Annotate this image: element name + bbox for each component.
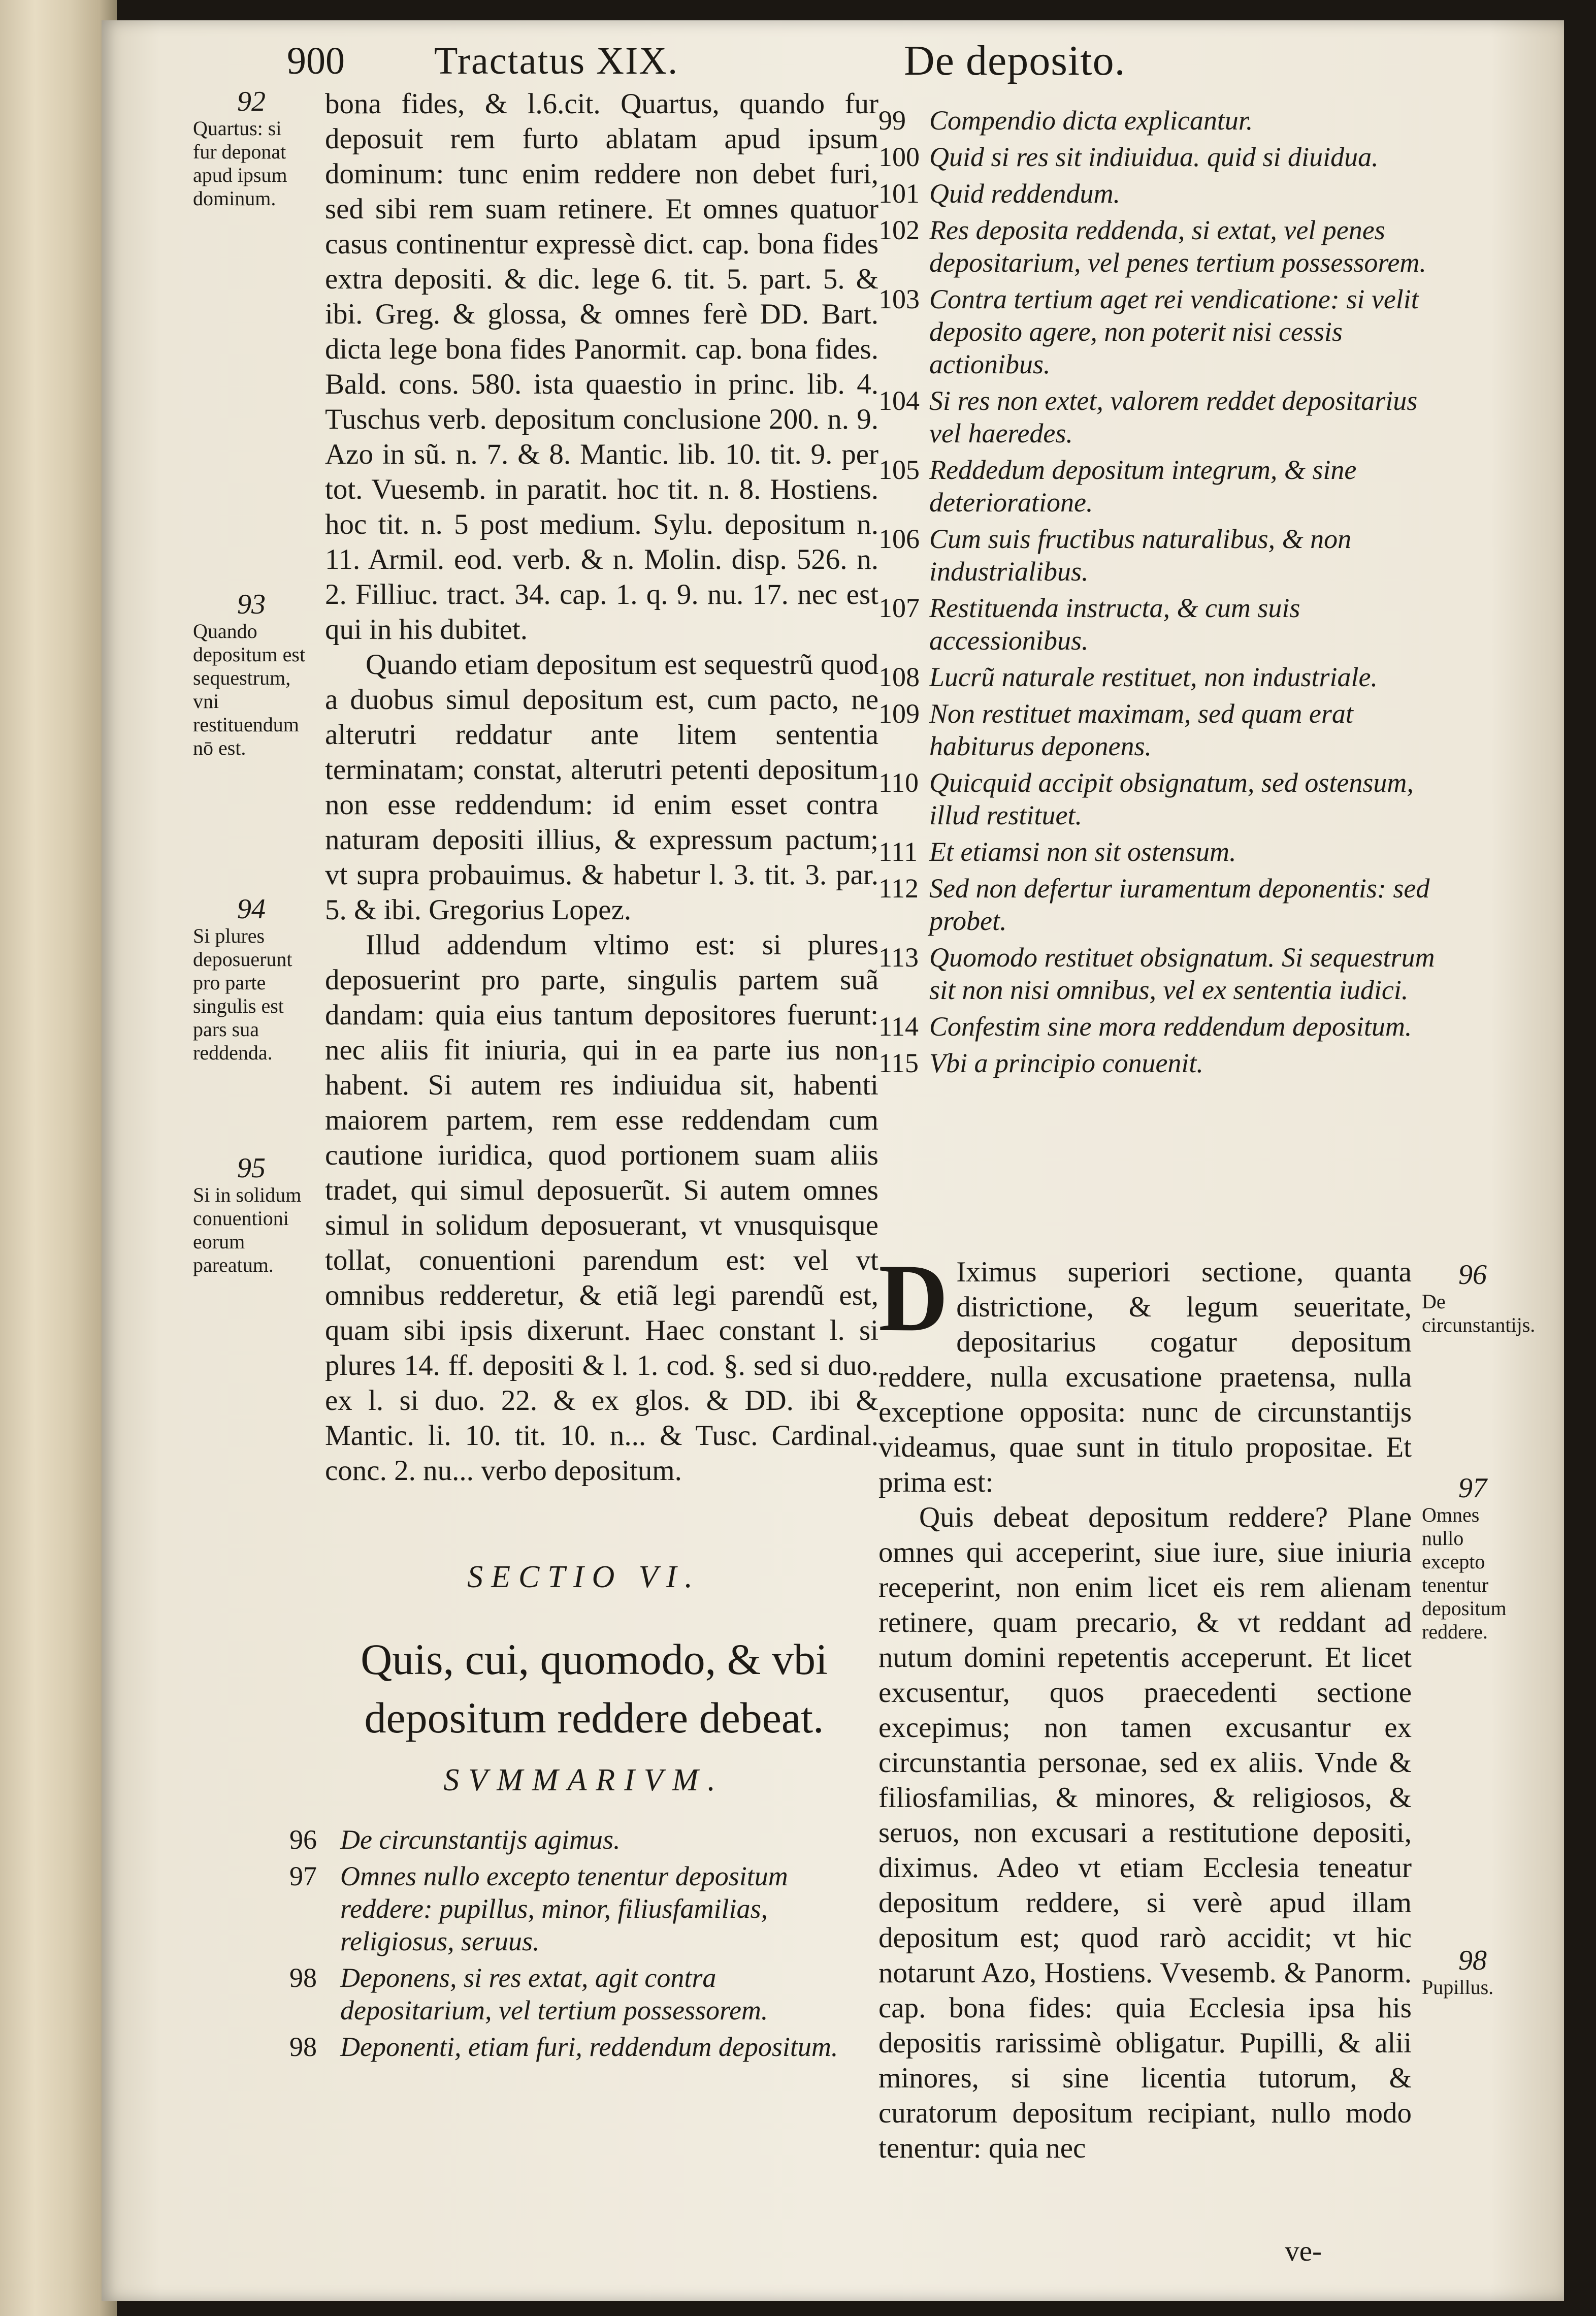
list-item: 109 Non restituet maximam, sed quam erat habiturus deponens. xyxy=(878,698,1353,761)
margin-note-95: 95 Si in solidum conuentioni eorum pareatum. xyxy=(193,1152,302,1276)
right-margin-note-97: 97 Omnes nullo excepto tenentur depositum reddere. xyxy=(1422,1472,1507,1643)
list-item: 97 Omnes nullo excepto tenentur depositum reddere: pupillus, minor, filiusfamilias, religiosus, seruus. xyxy=(289,1861,788,1956)
right-margin-note-98: 98 Pupillus. xyxy=(1422,1945,1494,1999)
summarium-list xyxy=(289,1823,863,2067)
running-title: De deposito. xyxy=(904,37,1126,84)
list-item: 106 Cum suis fructibus naturalibus, & non industrialibus. xyxy=(878,524,1352,587)
section-heading: Quis, cui, quomodo, & vbi depositum reddere debeat. xyxy=(361,1635,828,1742)
list-item: 100 Quid si res sit indiuidua. quid si diuidua. xyxy=(878,142,1379,172)
margin-note-92: 92 Quartus: si fur deponat apud ipsum dominum. xyxy=(193,86,287,210)
list-item: 111 Et etiamsi non sit ostensum. xyxy=(878,837,1236,867)
right-margin-note-96: 96 De circunstantijs. xyxy=(1422,1259,1536,1336)
margin-note-93: 93 Quando depositum est sequestrum, vni restituendum nō est. xyxy=(193,589,306,759)
right-column-text xyxy=(878,1245,1412,2166)
list-item: 105 Reddedum depositum integrum, & sine deterioratione. xyxy=(878,455,1357,518)
drop-cap: D xyxy=(878,1245,949,1352)
right-summary-list xyxy=(878,104,1437,1083)
list-item: 103 Contra tertium aget rei vendicatione: si velit deposito agere, non poterit nisi cessis actionibus. xyxy=(878,284,1419,379)
right-paragraph-1: Iximus superiori sectione, quanta districtione, & legum seueritate, depositarius cogatur depositum reddere, nulla excusatione praetensa, nulla exceptione opposita: nunc de circunstantijs videamus, quae sunt in titulo propositae. Et prima est: xyxy=(878,1256,1412,1498)
list-item: 112 Sed non defertur iuramentum deponentis: sed probet. xyxy=(878,873,1430,936)
left-paragraph-1: bona fides, & l.6.cit. Quartus, quando fur deposuit rem furto ablatam apud ipsum dominum: tunc enim reddere non debet furi, sed sibi rem suam retinere. Et omnes quatuor casus continentur expressè dict. cap. bona fides extra depositi. & dic. lege 6. tit. 5. part. 5. & ibi. Greg. & glossa, & omnes ferè DD. Bart. dicta lege bona fides Panormit. cap. bona fides. Bald. cons. 580. ista quaestio in princ. lib. 4. Tuschus verb. depositum conclusione 200. n. 9. Azo in sũ. n. 7. & 8. Mantic. lib. 10. tit. 9. per tot. Vuesemb. in paratit. hoc tit. n. 8. Hostiens. hoc tit. n. 5 post medium. Sylu. depositum n. 11. Armil. eod. verb. & n. Molin. disp. 526. n. 2. Filliuc. tract. 34. cap. 1. q. 9. nu. 17. nec est qui in his dubitet. xyxy=(325,88,878,646)
list-item: 104 Si res non extet, valorem reddet depositarius vel haeredes. xyxy=(878,385,1418,448)
right-paragraph-2: Quis debeat depositum reddere? Plane omnes qui acceperint, siue iure, siue iniuria receperint, non enim licet eis rem alienam retinere, quam precario, & vt reddant ad nutum domini repetentis acceperunt. Et licet excusentur, quos praecedenti sectione excepimus; non tamen excusantur ex circunstantia personae, sed ex aliis. Vnde & filiosfamilias, & minores, & religiosos, & seruos, non excusari a restitutione depositi, diximus. Adeo vt etiam Ecclesia teneatur depositum reddere, si verè apud illam depositum est; quod rarò accidit; vt hic notarunt Azo, Hostiens. Vvesemb. & Panorm. cap. bona fides: quia Ecclesia ipsa his depositis rarissimè obligatur. Pupilli, & alii minores, si sine licentia tutorum, & curatorum depositum recipiant, nullo modo tenentur: quia nec xyxy=(878,1501,1412,2164)
list-item: 115 Vbi a principio conuenit. xyxy=(878,1048,1203,1078)
summarium-label: SVMMARIVM. xyxy=(443,1763,725,1797)
list-item: 110 Quicquid accipit obsignatum, sed ostensum, illud restituet. xyxy=(878,767,1414,830)
list-item: 113 Quomodo restituet obsignatum. Si sequestrum sit non nisi omnibus, vel ex sententia iudici. xyxy=(878,942,1435,1005)
list-item: 99 Compendio dicta explicantur. xyxy=(878,105,1253,136)
list-item: 98 Deponens, si res extat, agit contra depositarium, vel tertium possessorem. xyxy=(289,1963,768,2025)
margin-note-94: 94 Si plures deposuerunt pro parte singulis est pars sua reddenda. xyxy=(193,893,292,1064)
list-item: 102 Res deposita reddenda, si extat, vel penes depositarium, vel penes tertium possessorem. xyxy=(878,215,1426,278)
left-column-text xyxy=(325,86,878,1488)
page-number: 900 xyxy=(287,40,345,82)
section-label: SECTIO VI. xyxy=(467,1560,701,1594)
list-item: 101 Quid reddendum. xyxy=(878,178,1120,209)
list-item: 96 De circunstantijs agimus. xyxy=(289,1824,621,1855)
list-item: 114 Confestim sine mora reddendum depositum. xyxy=(878,1011,1412,1042)
list-item: 107 Restituenda instructa, & cum suis accessionibus. xyxy=(878,593,1300,656)
list-item: 98 Deponenti, etiam furi, reddendum depositum. xyxy=(289,2032,838,2062)
catchword: ve- xyxy=(1285,2235,1322,2267)
list-item: 108 Lucrũ naturale restituet, non industriale. xyxy=(878,662,1378,692)
left-paragraph-3: Illud addendum vltimo est: si plures deposuerint pro parte, singulis partem suã dandam: quia eius tantum depositores fuerunt: nec aliis fit iniuria, qui in ea parte ius non habent. Si autem res indiuidua sit, habenti maiorem partem, rem esse reddendam cum cautione iuridica, quod portionem suam aliis tradet, qui simul deposuerũt. Si autem omnes simul in solidum deposuerant, vt vnusquisque tollat, conuentioni parendum est: vel vt omnibus redderetur, & etiã legi parendũ est, quam sibi ipsis dixerunt. Haec constant l. si plures 14. ff. depositi & l. 1. cod. §. sed si duo. ex l. si duo. 22. & ex glos. & DD. ibi & Mantic. li. 10. tit. 10. n... & Tusc. Cardinal. conc. 2. nu... verbo depositum. xyxy=(325,929,878,1487)
book-edge xyxy=(0,0,117,2316)
tractatus-title: Tractatus XIX. xyxy=(434,40,679,82)
left-paragraph-2: Quando etiam depositum est sequestrũ quod a duobus simul depositum est, cum pacto, ne alterutri reddatur ante litem sententia terminatam; constat, alterutri petenti depositum non esse reddendum: id enim esset contra naturam depositi illius, & expressum pactum; vt supra probauimus. & habetur l. 3. tit. 3. par. 5. & ibi. Gregorius Lopez. xyxy=(325,649,878,926)
